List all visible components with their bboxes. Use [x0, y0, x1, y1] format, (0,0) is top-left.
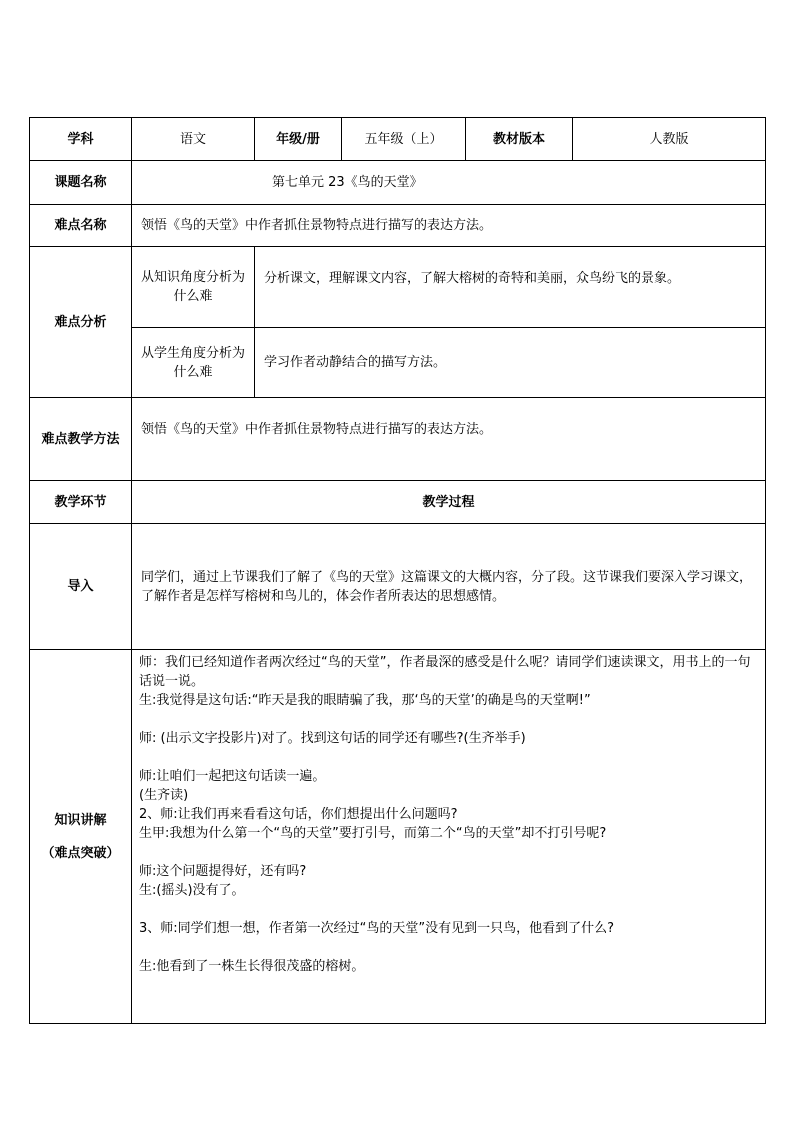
grade-value: 五年级（上）: [342, 118, 466, 161]
dialogue-line: 3、师:同学们想一想，作者第一次经过“鸟的天堂”没有见到一只鸟，他看到了什么?: [139, 921, 615, 936]
analysis-label: 难点分析: [30, 247, 132, 398]
knowledge-angle-label: 从知识角度分析为什么难: [132, 247, 255, 328]
lesson-title: 第七单元 23《鸟的天堂》: [272, 175, 423, 190]
difficulty-row: [30, 205, 766, 247]
difficulty-value: 领悟《鸟的天堂》中作者抓住景物特点进行描写的表达方法。: [132, 205, 766, 247]
explain-content: [132, 650, 766, 1024]
dialogue-line: 生:(摇头)没有了。: [139, 883, 245, 898]
knowledge-angle-value: 分析课文，理解课文内容，了解大榕树的奇特和美丽，众鸟纷飞的景象。: [255, 247, 766, 328]
lesson-label: 课题名称: [30, 161, 132, 205]
grade-label: 年级/册: [255, 118, 342, 161]
dialogue-line: 生:他看到了一株生长得很茂盛的榕树。: [139, 959, 365, 974]
blank-line: [139, 710, 761, 729]
stage-header: 教学环节: [30, 481, 132, 524]
method-row: [30, 398, 766, 481]
blank-line: [139, 843, 761, 862]
dialogue-line: 2、师:让我们再来看看这句话，你们想提出什么问题吗?: [139, 807, 458, 822]
lesson-plan-sheet: [29, 117, 765, 1023]
edition-value: 人教版: [573, 118, 766, 161]
student-angle-value: 学习作者动静结合的描写方法。: [255, 328, 766, 398]
explain-row: [30, 650, 766, 1024]
intro-text: 同学们，通过上节课我们了解了《鸟的天堂》这篇课文的大概内容，分了段。这节课我们要深入学习课文，了解作者是怎样写榕树和鸟儿的，体会作者所表达的思想感情。: [132, 524, 766, 650]
blank-line: [139, 900, 761, 919]
analysis-knowledge-row: [30, 247, 766, 328]
method-value: 领悟《鸟的天堂》中作者抓住景物特点进行描写的表达方法。: [132, 398, 766, 481]
dialogue-line: 生:我觉得是这句话:“昨天是我的眼睛骗了我，那‘鸟的天堂’的确是鸟的天堂啊!”: [139, 693, 591, 708]
edition-label: 教材版本: [466, 118, 573, 161]
process-header: 教学过程: [132, 481, 766, 524]
difficulty-label: 难点名称: [30, 205, 132, 247]
dialogue-line: (生齐读): [139, 788, 189, 803]
method-label: 难点教学方法: [30, 398, 132, 481]
explain-sublabel: （难点突破）: [41, 845, 120, 861]
lesson-value: [132, 161, 766, 205]
blank-line: [139, 748, 761, 767]
student-angle-label: 从学生角度分析为什么难: [132, 328, 255, 398]
analysis-student-row: [30, 328, 766, 398]
subject-label: 学科: [30, 118, 132, 161]
lesson-row: [30, 161, 766, 205]
intro-label: 导入: [30, 524, 132, 650]
blank-line: [139, 938, 761, 957]
explain-label: 知识讲解: [54, 812, 107, 828]
intro-row: [30, 524, 766, 650]
subject-value: 语文: [132, 118, 255, 161]
dialogue-line: 师:这个问题提得好，还有吗?: [139, 864, 307, 879]
dialogue-line: 师：我们已经知道作者两次经过“鸟的天堂”，作者最深的感受是什么呢？请同学们速读课文，用书上的一句话说一说。: [139, 655, 751, 689]
info-row: [30, 118, 766, 161]
dialogue-line: 师:让咱们一起把这句话读一遍。: [139, 769, 326, 784]
dialogue-line: 师: (出示文字投影片)对了。找到这句话的同学还有哪些?(生齐举手): [139, 731, 526, 746]
explain-label-cell: [30, 650, 132, 1024]
dialogue-line: 生甲:我想为什么第一个“鸟的天堂”要打引号，而第二个“鸟的天堂”却不打引号呢?: [139, 826, 607, 841]
process-header-row: [30, 481, 766, 524]
lesson-plan-table: [29, 117, 766, 1024]
dialogue-lines: [139, 653, 761, 976]
